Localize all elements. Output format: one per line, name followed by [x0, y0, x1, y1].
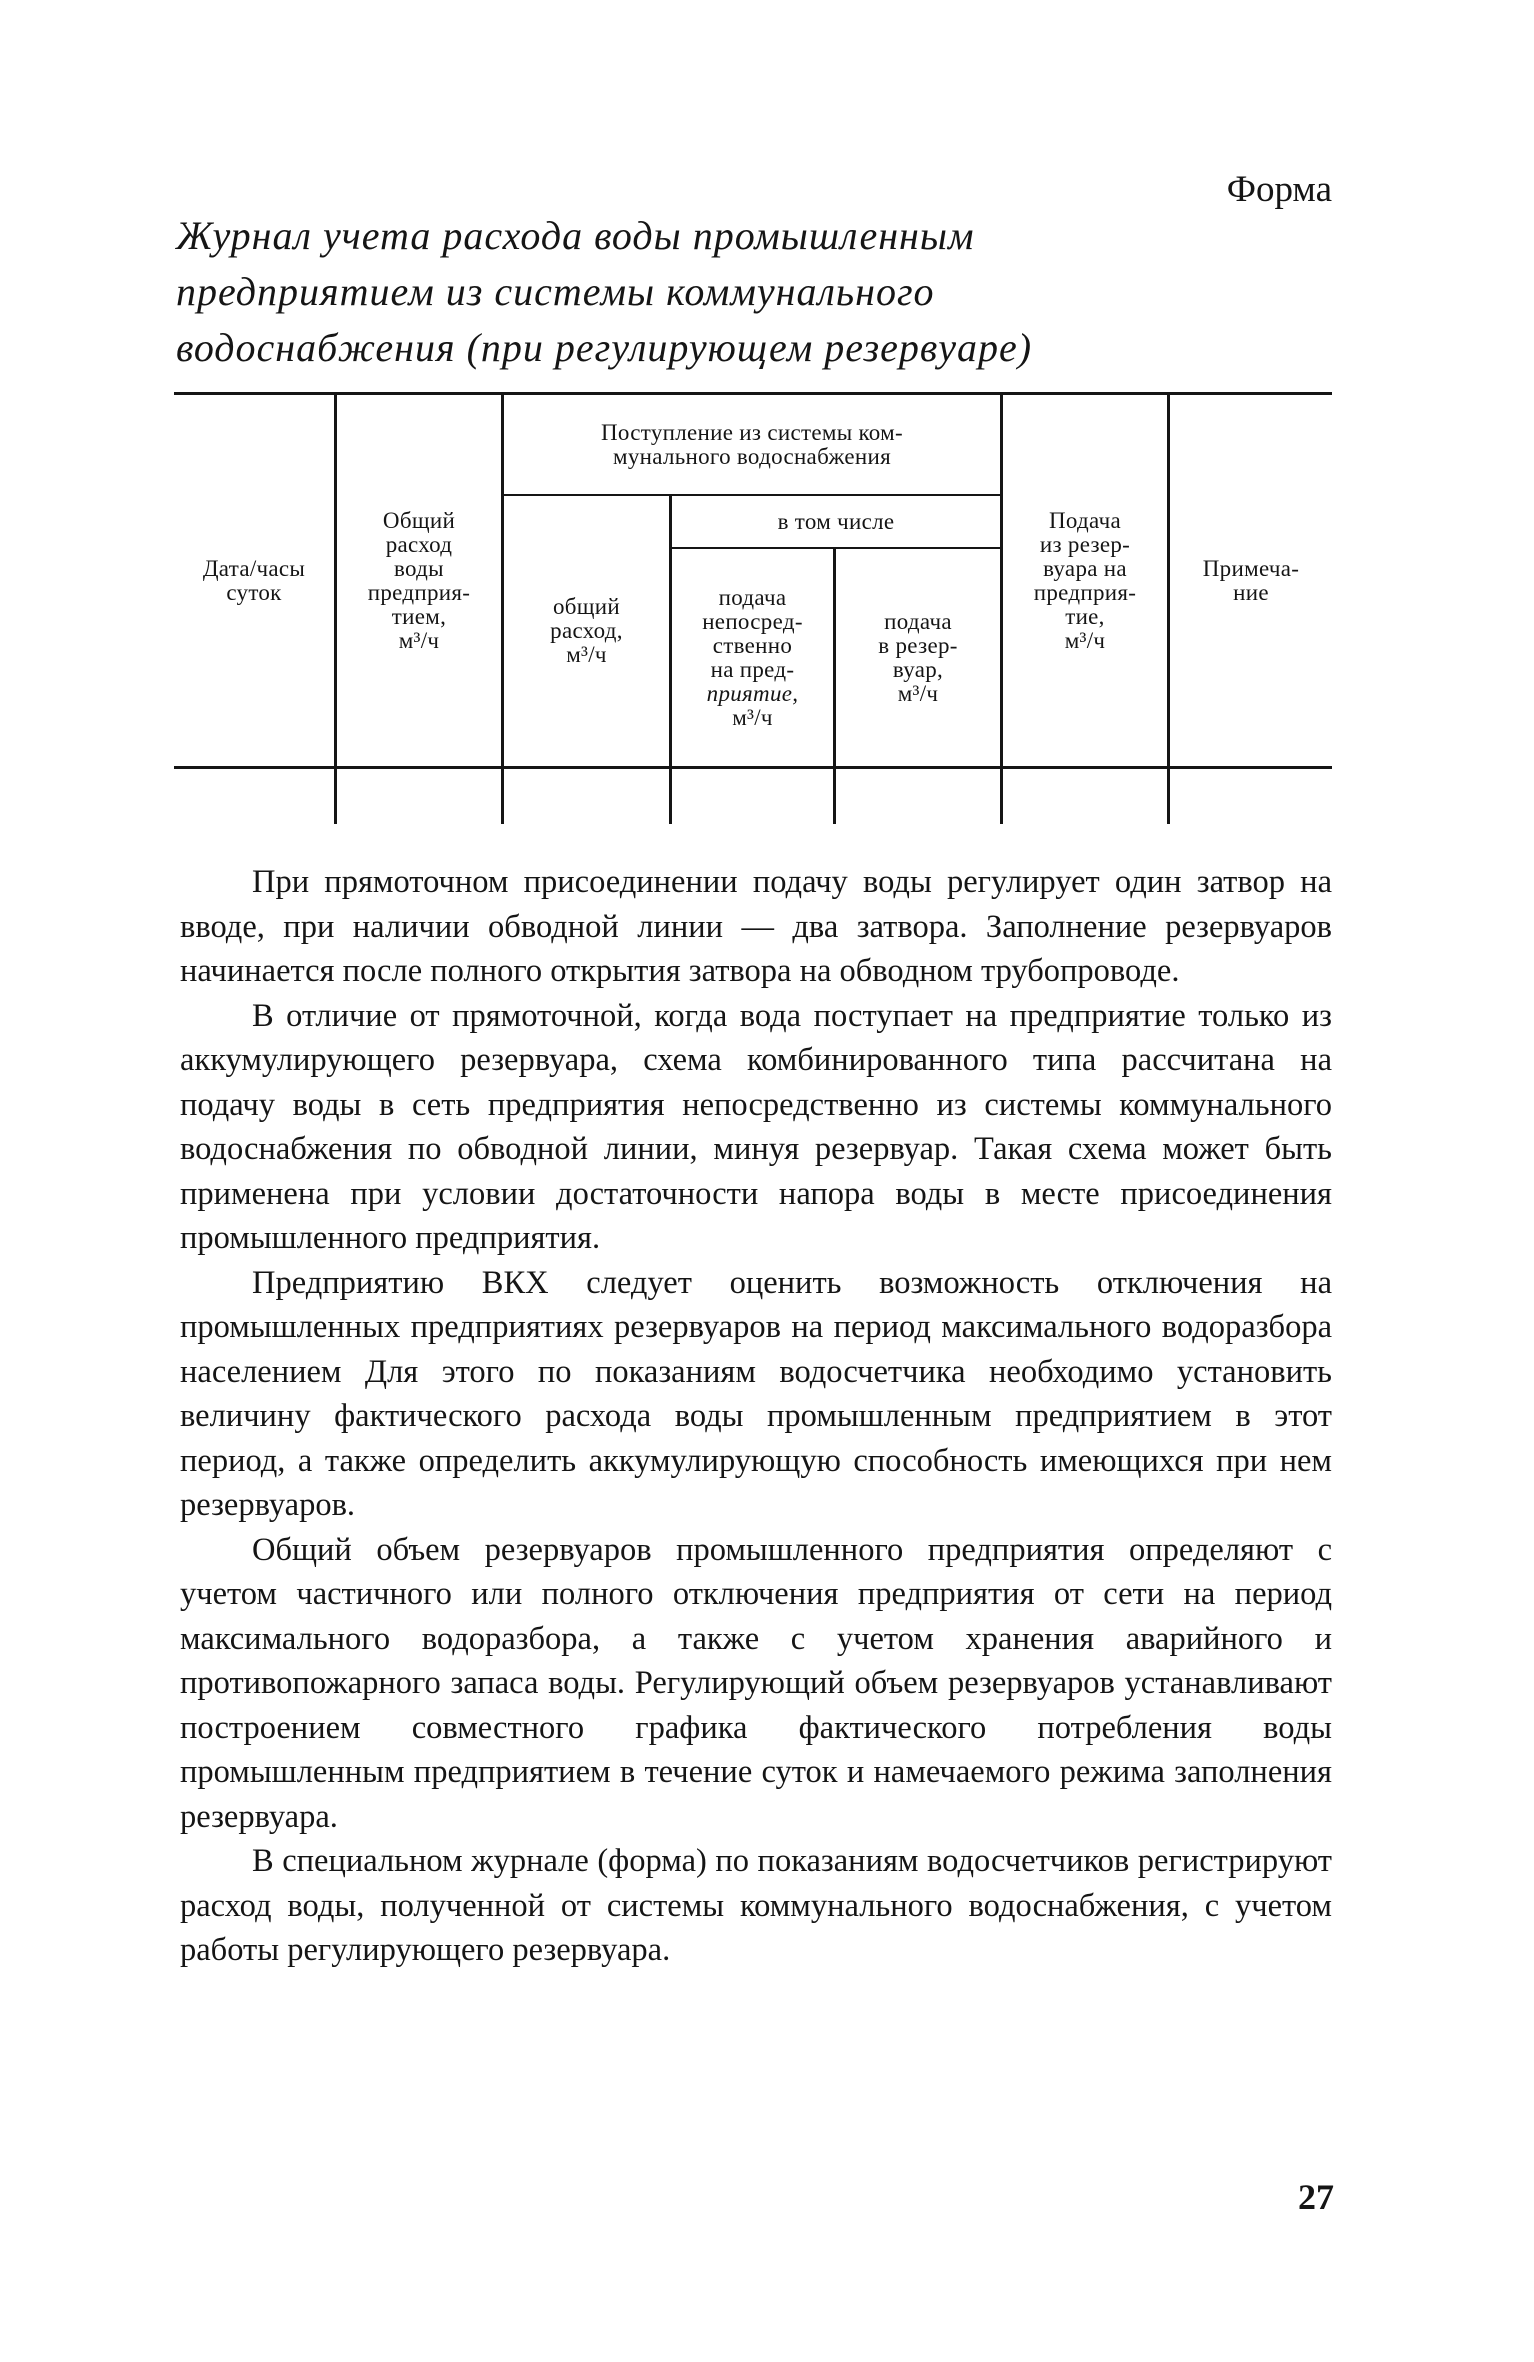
paragraph: При прямоточном присоединении подачу воды регулирует один затвор на вводе, при наличии обводной линии — два затвора. Заполнение резервуаров начинается после полного открытия затвора на обводном трубопроводе. [180, 864, 1332, 989]
col-header-date: Дата/часы суток [202, 555, 306, 605]
paragraph: Общий объем резервуаров промышленного предприятия определяют с учетом частичного или полного отключения предприятия от сети на период максимального водоразбора, а также с учетом хранения аварийного и противопожарного запаса воды. Регулирующий объем резервуаров устанавливают построением совместного графика фактического потребления воды промышленным предприятием в течение суток и намечаемого режима заполнения резервуара. [180, 1531, 1332, 1835]
col-header-from-reservoir: Подача из резер- вуара на предприя- тие, м³/ч [1033, 507, 1137, 653]
col-header-total-consumption: Общий расход воды предприя- тием, м³/ч [367, 507, 471, 653]
title-line: Журнал учета расхода воды промышленным [176, 213, 975, 258]
col-header-to-reservoir: подача в резер- вуар, м³/ч [878, 608, 958, 706]
title-line: водоснабжения (при регулирующем резервуаре) [176, 325, 1033, 370]
title-line: предприятием из системы коммунального [176, 269, 935, 314]
page-number: 27 [1298, 2177, 1334, 2217]
body-text [180, 860, 1332, 1973]
paragraph: Предприятию ВКХ следует оценить возможность отключения на промышленных предприятиях резервуаров на период максимального водоразбора населением Для этого по показаниям водосчетчика необходимо установить величину фактического расхода воды промышленным предприятием в этот период, а также определить аккумулирующую способность имеющихся при нем резервуаров. [180, 1264, 1332, 1523]
col-header-inflow-total: общий расход, м³/ч [550, 594, 623, 667]
page-title [176, 208, 1276, 376]
subgroup-header-including: в том числе [777, 508, 895, 534]
form-label: Форма [1226, 169, 1332, 210]
journal-form-table [174, 392, 1332, 824]
group-header-inflow: Поступление из системы ком- мунального водоснабжения [601, 419, 903, 469]
table-header-bottom-rule [174, 766, 1332, 769]
paragraph: В специальном журнале (форма) по показаниям водосчетчиков регистрируют расход воды, полученной от системы коммунального водоснабжения, с учетом работы регулирующего резервуара. [180, 1843, 1332, 1968]
col-header-direct-supply: подача непосред- ственно на пред- приятие, м³/ч [702, 584, 803, 730]
paragraph: В отличие от прямоточной, когда вода поступает на предприятие только из аккумулирующего резервуара, схема комбинированного типа рассчитана на подачу воды в сеть предприятия непосредственно из системы коммунального водоснабжения по обводной линии, минуя резервуар. Такая схема может быть применена при условии достаточности напора воды в месте присоединения промышленного предприятия. [180, 997, 1332, 1256]
col-header-note: Примеча- ние [1202, 555, 1300, 605]
